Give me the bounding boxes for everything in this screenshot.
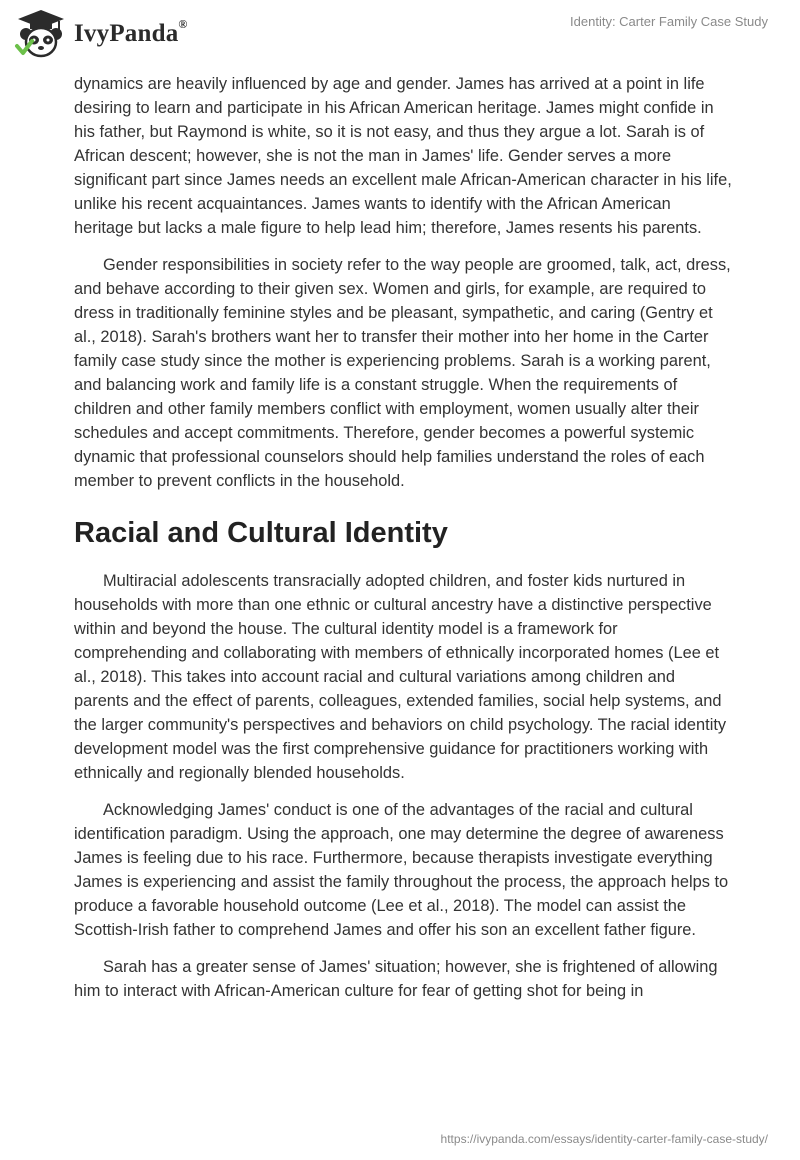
- article-body: [74, 72, 734, 1016]
- paragraph: Gender responsibilities in society refer to the way people are groomed, talk, act, dress, and behave according to their given sex. Women and girls, for example, are required to dress in traditionally feminine styles and be pleasant, sympathetic, and caring (Gentry et al., 2018). Sarah's brothers want her to transfer their mother into her home in the Carter family case study since the mother is experiencing problems. Sarah is a working parent, and balancing work and family life is a constant struggle. When the requirements of children and other family members conflict with employment, women usually alter their schedules and accept commitments. Therefore, gender becomes a powerful systemic dynamic that professional counselors should help families understand the roles of each member to prevent conflicts in the household.: [74, 256, 731, 490]
- document-title: Identity: Carter Family Case Study: [570, 14, 768, 29]
- ivypanda-logo[interactable]: [14, 8, 188, 60]
- paragraph: Acknowledging James' conduct is one of the advantages of the racial and cultural identification paradigm. Using the approach, one may determine the degree of awareness James is feeling due to his race. Furthermore, because therapists investigate everything James is experiencing and assist the family throughout the process, the approach helps to produce a favorable household outcome (Lee et al., 2018). The model can assist the Scottish-Irish father to comprehend James and offer his son an excellent father figure.: [74, 801, 729, 939]
- panda-graduate-icon: [14, 8, 68, 60]
- paragraph: dynamics are heavily influenced by age and gender. James has arrived at a point in life desiring to learn and participate in his African American heritage. James might confide in his father, but Raymond is white, so it is not easy, and thus they argue a lot. Sarah is of African descent; however, she is not the man in James' life. Gender serves a more significant part since James needs an excellent male African-American character in his life, unlike his recent acquaintances. James wants to identify with the African American heritage but lacks a male figure to help lead him; therefore, James resents his parents.: [74, 75, 732, 237]
- page-header: [0, 0, 800, 70]
- trademark-symbol: ®: [178, 16, 188, 31]
- paragraph: Sarah has a greater sense of James' situation; however, she is frightened of allowing him to interact with African-American culture for fear of getting shot for being in: [74, 958, 718, 1000]
- paragraph: Multiracial adolescents transracially adopted children, and foster kids nurtured in households with more than one ethnic or cultural ancestry have a distinctive perspective within and beyond the house. The cultural identity model is a framework for comprehending and collaborating with members of ethnically incorporated homes (Lee et al., 2018). This takes into account racial and cultural variations among children and parents and the effect of parents, colleagues, extended families, social help systems, and the larger community's perspectives and behaviors on child psychology. The racial identity development model was the first comprehensive guidance for practitioners working with ethnically and regionally blended households.: [74, 572, 727, 782]
- brand-name: IvyPanda®: [74, 16, 188, 47]
- section-heading: Racial and Cultural Identity: [74, 517, 448, 549]
- source-url[interactable]: https://ivypanda.com/essays/identity-carter-family-case-study/: [440, 1132, 768, 1146]
